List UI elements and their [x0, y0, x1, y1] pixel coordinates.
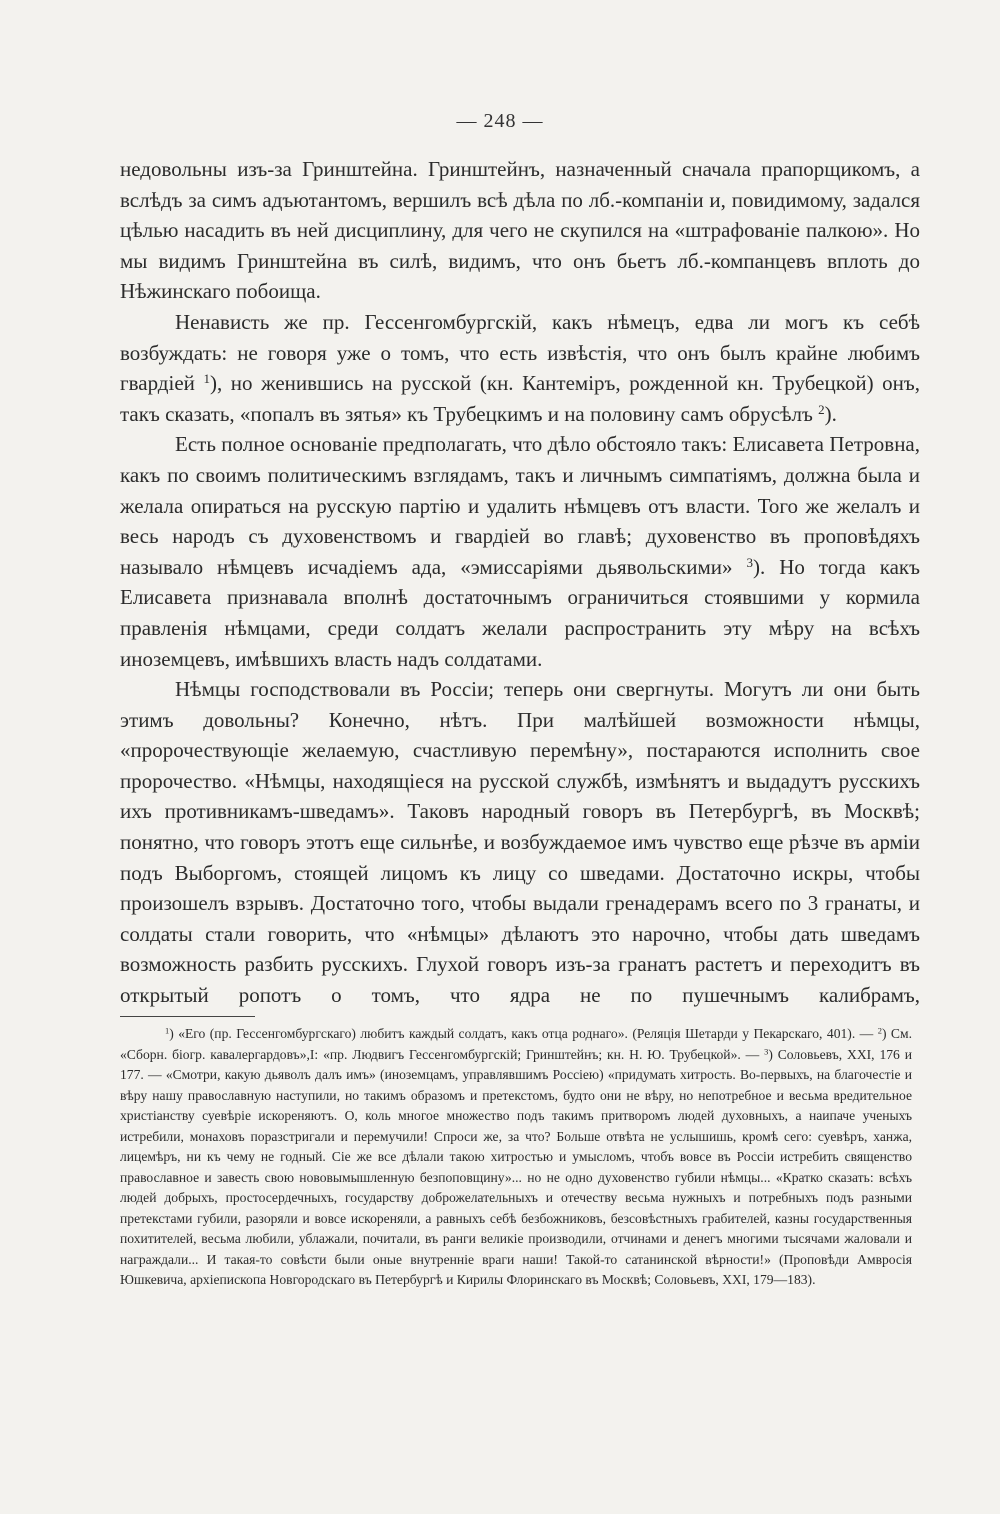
- paragraph-3-text-b: ). Но тогда какъ Елисавета признавала вполнѣ достаточнымъ ограничиться стоявшими у кормила правленія нѣмцами, среди солдатъ желали распространить эту мѣру на всѣхъ иноземцевъ, имѣвшихъ власть надъ солдатами.: [120, 554, 920, 671]
- paragraph-4: Нѣмцы господствовали въ Россіи; теперь они свергнуты. Могутъ ли они быть этимъ довольны? Конечно, нѣтъ. При малѣйшей возможности нѣмцы, «пророчествующіе желаемую, счастливую перемѣну», постараются исполнить свое пророчество. «Нѣмцы, находящіеся на русской службѣ, измѣнятъ и выдадутъ русскихъ ихъ противникамъ-шведамъ». Таковъ народный говоръ въ Петербургѣ, въ Москвѣ; понятно, что говоръ этотъ еще сильнѣе, и возбуждаемое имъ чувство еще рѣзче въ арміи подъ Выборгомъ, стоящей лицомъ къ лицу со шведами. Достаточно искры, чтобы произошелъ взрывъ. Достаточно того, чтобы выдали гренадерамъ всего по 3 гранаты, и солдаты стали говорить, что «нѣмцы» дѣлаютъ это нарочно, чтобы дать шведамъ возможность разбить русскихъ. Глухой говоръ изъ-за гранатъ растетъ и переходитъ въ открытый ропотъ о томъ, что ядра не по пушечнымъ калибрамъ,: [120, 677, 920, 1008]
- paragraph-2: [120, 307, 920, 429]
- footnotes: [120, 1024, 912, 1291]
- footnote-marker-3: 3: [764, 1045, 769, 1056]
- footnote-ref-2: 2: [818, 401, 825, 417]
- footnote-marker-1: 1: [165, 1025, 170, 1036]
- footnote-divider: [120, 1016, 255, 1017]
- footnotes-block: [120, 1024, 912, 1291]
- paragraph-3-text-a: Есть полное основаніе предполагать, что дѣло обстояло такъ: Елисавета Петровна, какъ по своимъ политическимъ взглядамъ, такъ и личнымъ симпатіямъ, должна была и желала опираться на русскую партію и удалить нѣмцевъ отъ власти. Того же желалъ и весь народъ съ духовенствомъ и гвардіей во главѣ; духовенство въ проповѣдяхъ называло нѣмцевъ исчадіемъ ада, «эмиссаріями дьявольскими»: [120, 432, 920, 579]
- paragraph-2-text-c: ).: [824, 401, 837, 426]
- footnote-3-text: ) Соловьевъ, XXI, 176 и 177. — «Смотри, какую дьяволъ далъ имъ» (иноземцамъ, управлявшимъ Россіею) «придумать хитрость. Во-первыхъ, на благочестіе и вѣру нашу православную наступили, но такимъ образомъ и претекстомъ, будто они не вѣру, но непотребное и весьма вредительное христіанству суевѣріе искореняютъ. О, коль многое множество подъ такимъ притворомъ людей духовныхъ, а наипаче ученыхъ истребили, монаховъ поразстригали и перемучили! Спроси же, за что? Больше отвѣта не услышишь, кромѣ сего: суевѣръ, ханжа, лицемѣръ, ни къ чему не годный. Сіе же все дѣлали такою хитростью и умысломъ, чтобъ вовсе въ Россіи истребить священство православное и завесть свою нововымышленную безпоповщину»... но не одно духовенство губили нѣмцы... «Кратко сказать: всѣхъ людей добрыхъ, простосердечныхъ, государству доброжелательныхъ и отечеству весьма нужныхъ и потребныхъ подъ разными претекстами губили, разоряли и вовсе искореняли, а равныхъ себѣ безбожниковъ, безсовѣстныхъ грабителей, казны государственныя похитителей, весьма любили, ублажали, почитали, въ ранги великіе производили, отчинами и денегъ многими тысячами жаловали и награждали... И такая-то совѣсти были оные внутренніе враги наши! Такой-то сатанинской вѣрности!» (Проповѣди Амвросія Юшкевича, архіепископа Новгородскаго въ Петербургѣ и Кирилы Флоринскаго въ Москвѣ; Соловьевъ, XXI, 179—183).: [120, 1046, 912, 1287]
- footnote-marker-2: 2: [877, 1025, 882, 1036]
- paragraph-2-text-b: ), но женившись на русской (кн. Кантеміръ, рожденной кн. Трубецкой) онъ, такъ сказать, «попалъ въ зятья» къ Трубецкимъ и на половину самъ обрусѣлъ: [120, 371, 920, 426]
- footnote-2-text: ) См. «Сборн. біогр. кавалергардовъ»,I: «пр. Людвигъ Гессенгомбургскій; Гринштейнъ; кн. Н. Ю. Трубецкой». —: [120, 1026, 913, 1062]
- footnote-ref-3: 3: [746, 554, 753, 570]
- paragraph-1: недовольны изъ-за Гринштейна. Гринштейнъ, назначенный сначала прапорщикомъ, а вслѣдъ за симъ адъютантомъ, вершилъ всѣ дѣла по лб.-компаніи и, повидимому, задался цѣлью насадить въ ней дисциплину, для чего не скупился на «штрафованіе палкою». Но мы видимъ Гринштейна въ силѣ, видимъ, что онъ бьетъ лб.-компанцевъ вплоть до Нѣжинскаго побоища.: [120, 157, 920, 304]
- footnote-1-text: ) «Его (пр. Гессенгомбургскаго) любитъ каждый солдатъ, какъ отца роднаго». (Реляція Шетарди у Пекарскаго, 401). —: [169, 1026, 878, 1041]
- main-text: [120, 154, 920, 1011]
- page-number: — 248 —: [456, 110, 544, 132]
- paragraph-3: [120, 429, 920, 674]
- paragraph-2-text-a: Ненависть же пр. Гессенгомбургскій, какъ нѣмецъ, едва ли могъ къ себѣ возбуждать: не говоря уже о томъ, что есть извѣстія, что онъ былъ крайне любимъ гвардіей: [120, 309, 920, 396]
- footnote-ref-1: 1: [203, 371, 210, 386]
